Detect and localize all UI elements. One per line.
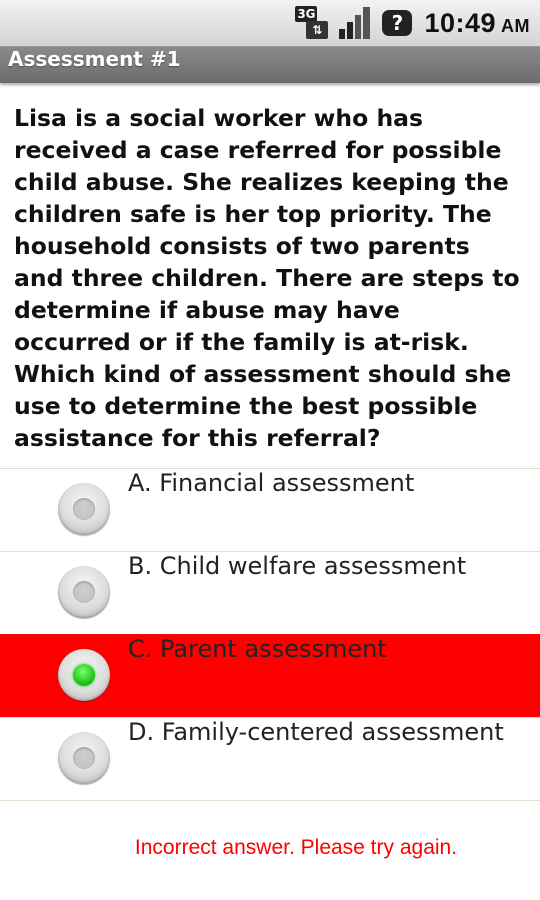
network-3g-icon [294, 6, 330, 40]
clock-time: 10:49 [424, 7, 496, 38]
option-b[interactable] [0, 551, 540, 634]
signal-strength-icon [338, 6, 372, 40]
network-type-label: 3G [297, 7, 316, 21]
feedback-message: Incorrect answer. Please try again. [134, 836, 458, 859]
option-a[interactable] [0, 468, 540, 551]
page-title: Assessment #1 [8, 47, 181, 71]
title-bar [0, 47, 540, 83]
clock [424, 8, 530, 39]
radio-button-icon[interactable] [58, 566, 110, 618]
status-icons [294, 0, 530, 46]
help-icon: ? [382, 10, 412, 36]
radio-dot-icon [73, 498, 95, 520]
option-label: C. Parent assessment [128, 635, 387, 663]
question-text: Lisa is a social worker who has received a case referred for possible child abuse. She realizes keeping the children safe is her top priority. The household consists of two parents and three children. There are steps to determine if abuse may have occurred or if the family is at-risk. Which kind of assessment should she use to determine the best possible assistance for this referral? [14, 104, 520, 452]
option-label: A. Financial assessment [128, 469, 415, 497]
radio-dot-icon [73, 581, 95, 603]
radio-button-icon[interactable] [58, 649, 110, 701]
radio-dot-selected-icon [73, 664, 95, 686]
option-d[interactable] [0, 717, 540, 801]
radio-button-icon[interactable] [58, 483, 110, 535]
option-label: B. Child welfare assessment [128, 552, 467, 580]
data-activity-icon: ⇅ [306, 21, 328, 39]
answer-options [0, 468, 540, 801]
radio-dot-icon [73, 747, 95, 769]
option-label: D. Family-centered assessment [128, 718, 504, 746]
status-bar [0, 0, 540, 47]
radio-button-icon[interactable] [58, 732, 110, 784]
option-c[interactable] [0, 634, 540, 717]
clock-ampm: AM [501, 15, 530, 36]
